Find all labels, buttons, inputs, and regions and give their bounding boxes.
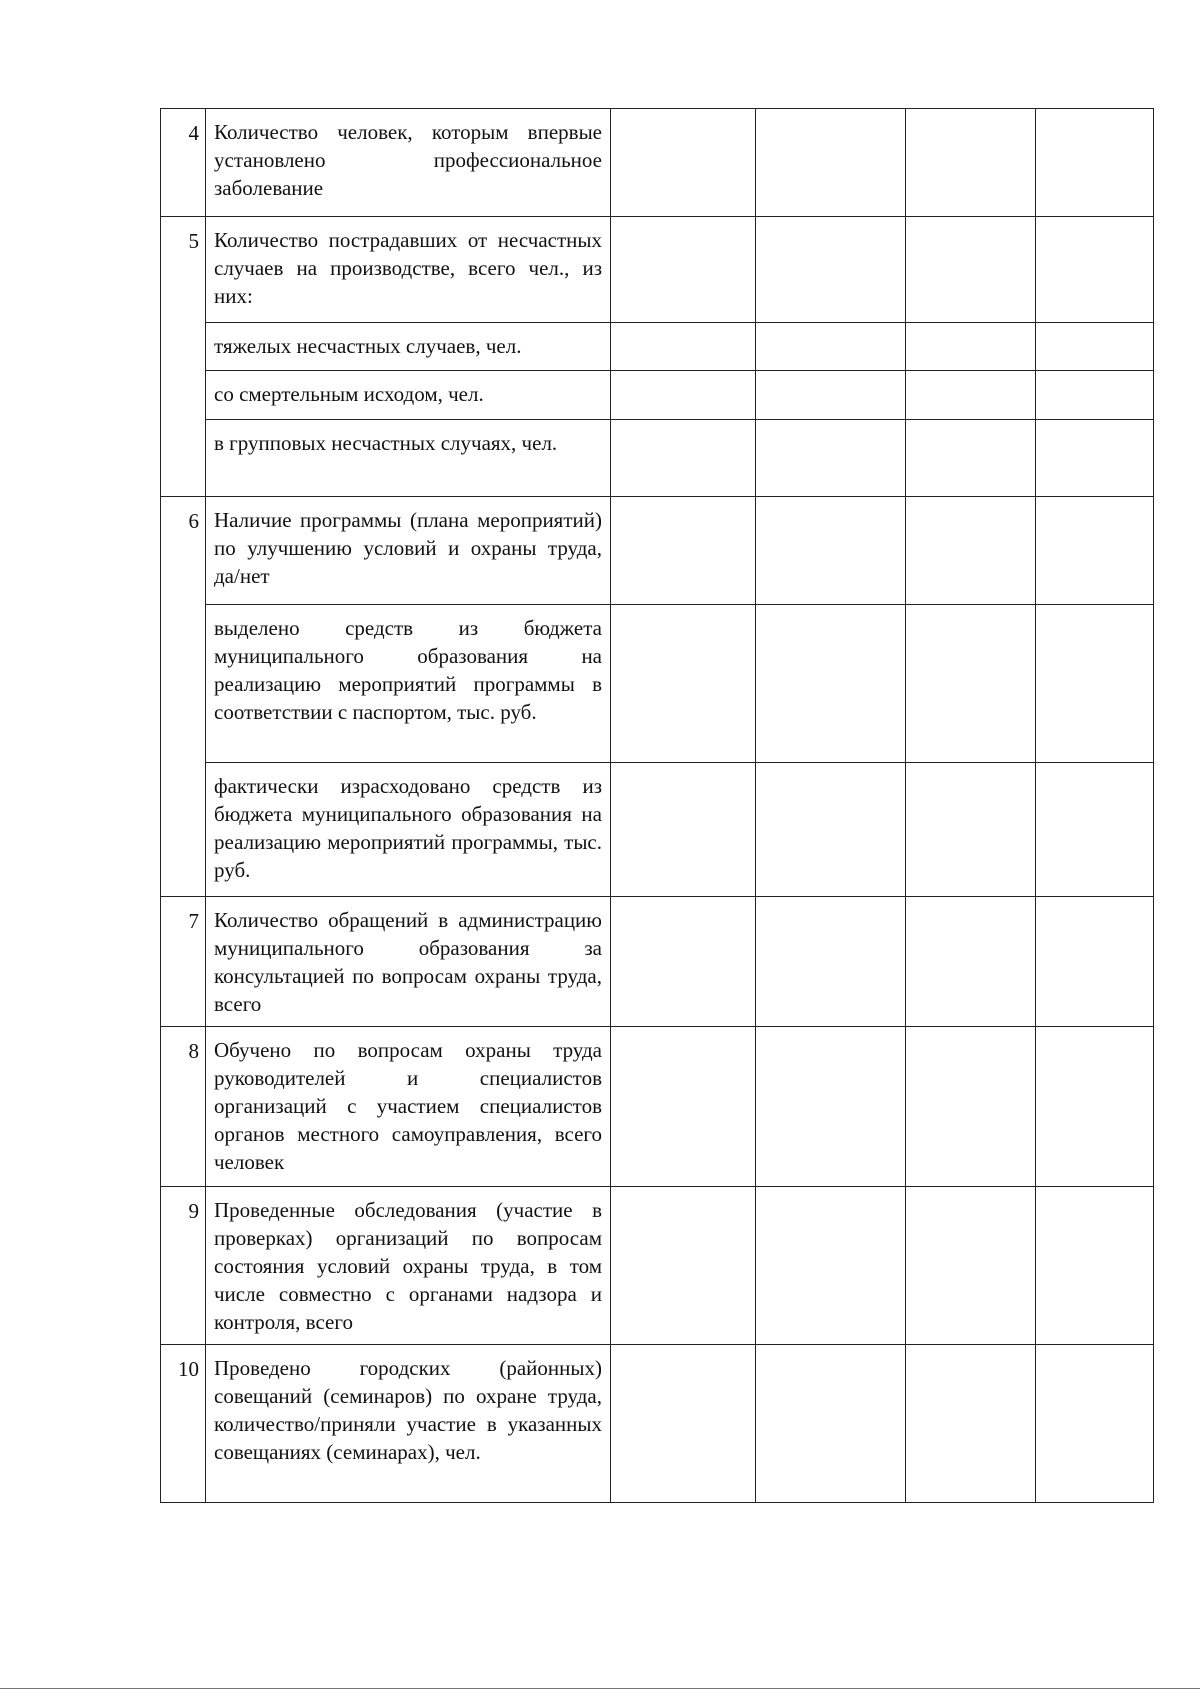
value-cell (906, 605, 1036, 763)
value-cell (611, 1187, 756, 1345)
value-cell (611, 897, 756, 1027)
table-row (161, 109, 1154, 217)
value-cell (906, 897, 1036, 1027)
value-cell (611, 420, 756, 497)
value-cell (611, 371, 756, 420)
value-cell (906, 217, 1036, 323)
row-label: Количество человек, которым впервые установлено профессиональное заболевание (206, 109, 611, 217)
value-cell (906, 323, 1036, 371)
row-label: Наличие программы (плана мероприятий) по улучшению условий и охраны труда, да/нет (206, 497, 611, 605)
value-cell (906, 371, 1036, 420)
value-cell (1036, 323, 1154, 371)
value-cell (611, 605, 756, 763)
value-cell (611, 1027, 756, 1187)
value-cell (906, 1345, 1036, 1503)
row-label: тяжелых несчастных случаев, чел. (206, 323, 611, 371)
value-cell (1036, 371, 1154, 420)
row-label: Проведенные обследования (участие в проверках) организаций по вопросам состояния условий охраны труда, в том числе совместно с органами надзора и контроля, всего (206, 1187, 611, 1345)
row-label: выделено средств из бюджета муниципального образования на реализацию мероприятий программы в соответствии с паспортом, тыс. руб. (206, 605, 611, 763)
table-row (161, 763, 1154, 897)
value-cell (611, 109, 756, 217)
value-cell (1036, 763, 1154, 897)
value-cell (611, 217, 756, 323)
value-cell (756, 323, 906, 371)
row-number: 9 (161, 1187, 206, 1345)
value-cell (1036, 1345, 1154, 1503)
value-cell (611, 323, 756, 371)
value-cell (906, 420, 1036, 497)
table-row (161, 1027, 1154, 1187)
row-label: в групповых несчастных случаях, чел. (206, 420, 611, 497)
row-label: со смертельным исходом, чел. (206, 371, 611, 420)
row-label: Проведено городских (районных) совещаний (семинаров) по охране труда, количество/приняли участие в указанных совещаниях (семинарах), чел. (206, 1345, 611, 1503)
row-number: 5 (161, 217, 206, 497)
value-cell (611, 763, 756, 897)
table-row (161, 217, 1154, 323)
table-row (161, 897, 1154, 1027)
row-label: фактически израсходовано средств из бюджета муниципального образования на реализацию мероприятий программы, тыс. руб. (206, 763, 611, 897)
value-cell (906, 1027, 1036, 1187)
row-number: 4 (161, 109, 206, 217)
value-cell (1036, 897, 1154, 1027)
row-number: 6 (161, 497, 206, 897)
table-row (161, 1345, 1154, 1503)
value-cell (906, 763, 1036, 897)
value-cell (756, 371, 906, 420)
table-row (161, 497, 1154, 605)
value-cell (1036, 420, 1154, 497)
value-cell (611, 497, 756, 605)
row-label: Количество пострадавших от несчастных случаев на производстве, всего чел., из них: (206, 217, 611, 323)
value-cell (756, 497, 906, 605)
value-cell (1036, 1187, 1154, 1345)
value-cell (756, 1187, 906, 1345)
value-cell (1036, 217, 1154, 323)
value-cell (1036, 109, 1154, 217)
report-table (160, 108, 1154, 1503)
value-cell (1036, 1027, 1154, 1187)
value-cell (756, 420, 906, 497)
table-row (161, 605, 1154, 763)
value-cell (906, 1187, 1036, 1345)
value-cell (906, 497, 1036, 605)
row-label: Количество обращений в администрацию муниципального образования за консультацией по вопросам охраны труда, всего (206, 897, 611, 1027)
row-number: 10 (161, 1345, 206, 1503)
value-cell (756, 763, 906, 897)
row-label: Обучено по вопросам охраны труда руководителей и специалистов организаций с участием специалистов органов местного самоуправления, всего человек (206, 1027, 611, 1187)
value-cell (1036, 605, 1154, 763)
row-number: 8 (161, 1027, 206, 1187)
value-cell (756, 217, 906, 323)
value-cell (906, 109, 1036, 217)
value-cell (756, 109, 906, 217)
scan-edge-line (0, 1688, 1200, 1689)
row-number: 7 (161, 897, 206, 1027)
value-cell (756, 1345, 906, 1503)
table-row (161, 371, 1154, 420)
value-cell (756, 605, 906, 763)
value-cell (756, 897, 906, 1027)
table-row (161, 1187, 1154, 1345)
table-row (161, 420, 1154, 497)
value-cell (611, 1345, 756, 1503)
table-row (161, 323, 1154, 371)
value-cell (1036, 497, 1154, 605)
value-cell (756, 1027, 906, 1187)
